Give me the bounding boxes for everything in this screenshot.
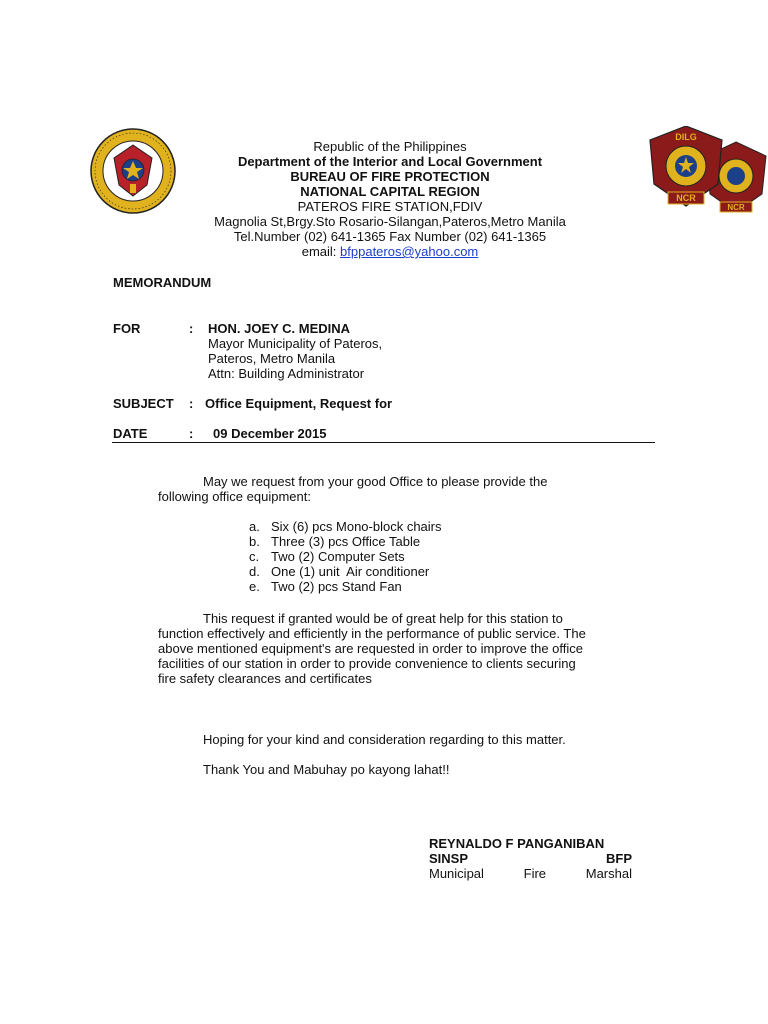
signatory-name: REYNALDO F PANGANIBAN: [429, 836, 605, 851]
body-p1-line2: following office equipment:: [158, 489, 311, 504]
svg-text:NCR: NCR: [727, 203, 745, 212]
header-divider: [112, 442, 655, 443]
for-colon: :: [189, 321, 194, 336]
date-label: DATE: [113, 426, 148, 441]
signature-block: [429, 836, 632, 881]
subject-label: SUBJECT: [113, 396, 174, 411]
body-p3: Hoping for your kind and consideration regarding to this matter.: [203, 732, 566, 747]
badge-icon: [646, 126, 768, 226]
email-link[interactable]: bfppateros@yahoo.com: [340, 244, 479, 259]
letterhead-region: NATIONAL CAPITAL REGION: [300, 184, 480, 199]
for-label: FOR: [113, 321, 141, 336]
letterhead-email-line: [150, 244, 630, 259]
for-address: Pateros, Metro Manila: [208, 351, 336, 366]
letterhead-republic: Republic of the Philippines: [313, 139, 467, 154]
equipment-list: [249, 519, 442, 594]
badge-top-text: DILG: [675, 132, 697, 142]
subject-value: Office Equipment, Request for: [205, 396, 393, 411]
list-item: e. Two (2) pcs Stand Fan: [249, 579, 402, 594]
email-label: email:: [301, 244, 341, 259]
for-mayor: Mayor Municipality of Pateros,: [208, 336, 383, 351]
body-p2-line4: facilities of our station in order to provide convenience to clients securing: [158, 656, 576, 671]
badge-bottom-text: NCR: [676, 193, 696, 203]
list-item: a. Six (6) pcs Mono-block chairs: [249, 519, 442, 534]
signatory-org: BFP: [606, 851, 632, 866]
date-value: 09 December 2015: [213, 426, 327, 441]
body-p2-line1: This request if granted would be of great help for this station to: [203, 611, 563, 626]
letterhead-department: Department of the Interior and Local Government: [237, 154, 543, 169]
signatory-rank-line: [429, 851, 632, 866]
date-colon: :: [189, 426, 194, 441]
letterhead-station: PATEROS FIRE STATION,FDIV: [297, 199, 483, 214]
letterhead-address: Magnolia St,Brgy.Sto Rosario-Silangan,Pateros,Metro Manila: [214, 214, 566, 229]
for-attn: Attn: Building Administrator: [208, 366, 365, 381]
letterhead: [150, 139, 630, 259]
list-item: b. Three (3) pcs Office Table: [249, 534, 421, 549]
for-name: HON. JOEY C. MEDINA: [208, 321, 351, 336]
subject-colon: :: [189, 396, 194, 411]
signatory-title: Municipal Fire Marshal: [429, 866, 632, 881]
letterhead-phone: Tel.Number (02) 641-1365 Fax Number (02) 641-1365: [233, 229, 547, 244]
letterhead-bureau: BUREAU OF FIRE PROTECTION: [290, 169, 490, 184]
body-p4: Thank You and Mabuhay po kayong lahat!!: [203, 762, 450, 777]
memo-title: MEMORANDUM: [113, 275, 212, 290]
list-item: d. One (1) unit Air conditioner: [249, 564, 430, 579]
body-p2-line5: fire safety clearances and certificates: [158, 671, 372, 686]
signatory-rank: SINSP: [429, 851, 469, 866]
dilg-ncr-seal-right: [646, 126, 768, 226]
list-item: c. Two (2) Computer Sets: [249, 549, 405, 564]
body-p2-line2: function effectively and efficiently in the performance of public service. The: [158, 626, 586, 641]
body-p1-line1: May we request from your good Office to please provide the: [203, 474, 548, 489]
body-p2-line3: above mentioned equipment's are requested in order to improve the office: [158, 641, 584, 656]
